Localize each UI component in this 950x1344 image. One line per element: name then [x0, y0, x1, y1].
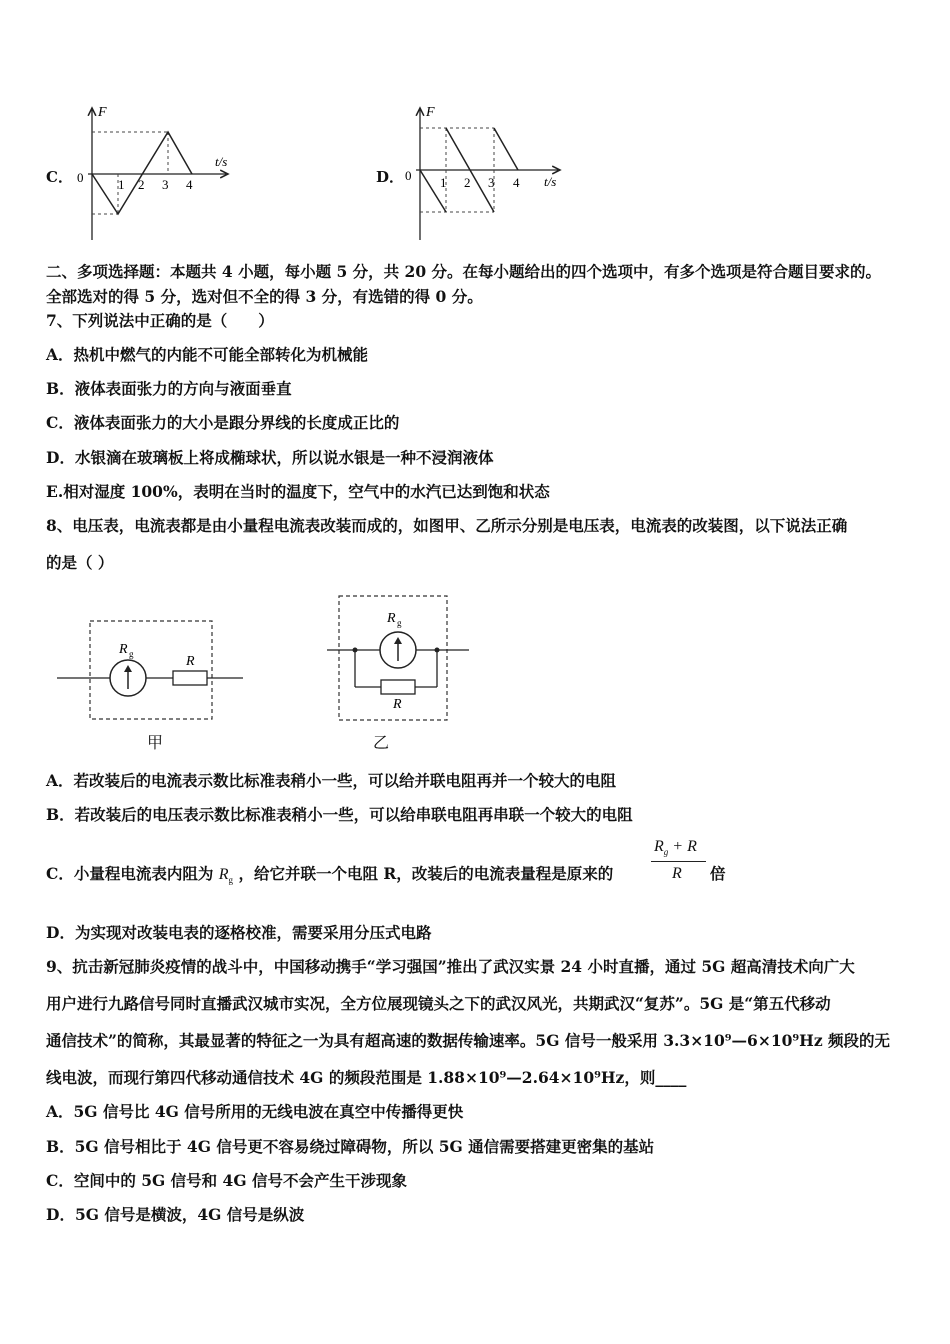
fraction-numerator	[654, 838, 697, 857]
tick-2: 2	[138, 177, 145, 192]
q8-stem-line1: 8、电压表，电流表都是由小量程电流表改装而成的，如图甲、乙所示分别是电压表，电流表的改装图，以下说法正确	[46, 516, 848, 535]
frac-num-r: R	[654, 838, 664, 855]
q9-line4: 线电波，而现行第四代移动通信技术 4G 的频段范围是 1.88×10⁹—2.64×10⁹Hz，则____	[46, 1068, 687, 1087]
tick-1: 1	[118, 177, 125, 192]
q7-option-c: C．液体表面张力的大小是跟分界线的长度成正比的	[46, 413, 400, 432]
t-axis-label: t/s	[544, 174, 557, 189]
t-axis-label: t/s	[215, 154, 228, 169]
graph-c-line	[92, 132, 192, 214]
origin-label: 0	[77, 170, 84, 185]
q8-option-d: D．为实现对改装电表的逐格校准，需要采用分压式电路	[46, 923, 432, 942]
r-label: R	[393, 697, 402, 712]
q9-line1: 9、抗击新冠肺炎疫情的战斗中，中国移动携手“学习强国”推出了武汉实景 24 小时直播，通过 5G 超高清技术向广大	[46, 957, 855, 976]
r-label: R	[186, 654, 195, 669]
tick-2: 2	[464, 175, 471, 190]
resistor	[381, 680, 415, 694]
rg-subscript: g	[228, 875, 234, 886]
resistor	[173, 671, 207, 685]
q9-line2: 用户进行九路信号同时直播武汉城市实况，全方位展现镜头之下的武汉风光，共期武汉“复苏”。5G 是“第五代移动	[46, 994, 831, 1013]
q8-c-part2: ，给它并联一个电阻 R，改装后的电流表量程是原来的	[238, 864, 614, 883]
q8-option-a: A．若改装后的电流表示数比标准表稍小一些，可以给并联电阻再并一个较大的电阻	[46, 771, 617, 790]
q8-option-b: B．若改装后的电压表示数比标准表稍小一些，可以给串联电阻再串联一个较大的电阻	[46, 805, 633, 824]
fig-yi-caption: 乙	[373, 733, 390, 752]
q9-option-d: D．5G 信号是横波，4G 信号是纵波	[46, 1205, 305, 1224]
q9-option-b: B．5G 信号相比于 4G 信号更不容易绕过障碍物，所以 5G 通信需要搭建更密集的基站	[46, 1137, 655, 1156]
q7-option-e: E.相对湿度 100%，表明在当时的温度下，空气中的水汽已达到饱和状态	[46, 482, 550, 501]
rg-sub: g	[397, 618, 402, 628]
q8-c-part3: 倍	[710, 864, 726, 883]
graph-c	[70, 100, 250, 245]
rg-symbol: R	[218, 866, 229, 883]
option-c-label: C．	[46, 168, 73, 186]
tick-4: 4	[513, 175, 520, 190]
tick-1: 1	[440, 175, 447, 190]
q7-option-b: B．液体表面张力的方向与液面垂直	[46, 379, 292, 398]
circuit-yi	[325, 590, 475, 725]
rg-sub: g	[129, 649, 134, 659]
q7-stem: 7、下列说法中正确的是（ ）	[46, 311, 274, 330]
tick-4: 4	[186, 177, 193, 192]
q8-c-part1: C．小量程电流表内阻为	[46, 864, 214, 883]
fraction-bar	[651, 861, 706, 862]
q9-option-a: A．5G 信号比 4G 信号所用的无线电波在真空中传播得更快	[46, 1102, 464, 1121]
q9-option-c: C．空间中的 5G 信号和 4G 信号不会产生干涉现象	[46, 1171, 407, 1190]
graph-d	[398, 100, 578, 245]
circuit-jia	[55, 615, 245, 725]
option-d-label: D．	[376, 168, 405, 186]
rg-label: R	[387, 611, 396, 626]
fig-jia-caption: 甲	[147, 733, 164, 752]
tick-3: 3	[162, 177, 169, 192]
q7-option-d: D．水银滴在玻璃板上将成椭球状，所以说水银是一种不浸润液体	[46, 448, 494, 467]
frac-num-rest: + R	[668, 838, 697, 855]
q9-line3: 通信技术”的简称，其最显著的特征之一为具有超高速的数据传输速率。5G 信号一般采用 3.3×10⁹—6×10⁹Hz 频段的无	[46, 1031, 891, 1050]
fraction-denominator: R	[672, 865, 682, 882]
rg-label: R	[119, 642, 128, 657]
q8-option-c	[46, 864, 613, 890]
q8-c-rg	[218, 866, 234, 886]
frac-num-sub: g	[663, 847, 669, 858]
section2-header-line2: 全部选对的得 5 分，选对但不全的得 3 分，有选错的得 0 分。	[46, 287, 483, 306]
f-axis-label: F	[98, 105, 107, 120]
q7-option-a: A．热机中燃气的内能不可能全部转化为机械能	[46, 345, 369, 364]
origin-label: 0	[405, 168, 412, 183]
q8-stem-line2: 的是（ ）	[46, 553, 114, 572]
f-axis-label: F	[426, 105, 435, 120]
section2-header-line1: 二、多项选择题：本题共 4 小题，每小题 5 分，共 20 分。在每小题给出的四个选项中，有多个选项是符合题目要求的。	[46, 262, 882, 281]
tick-3: 3	[488, 175, 495, 190]
